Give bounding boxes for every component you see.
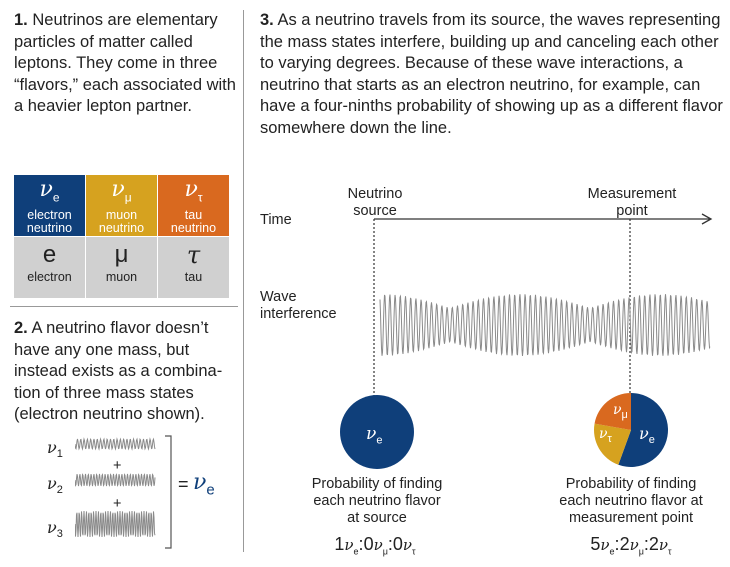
lepton-cell-electron [14,237,85,298]
flavor-name-line1: muon [105,208,138,223]
interference-wave [380,294,710,356]
flavor-name-line1: tau [184,208,203,223]
ratio-source: $1\nu_e:0\nu_\mu:0\nu_\tau$ [334,534,416,557]
mass-state-bracket [165,436,171,548]
lepton-cell-muon [86,237,157,298]
plus-sign-1: + [113,458,122,474]
flavor-cell-electron-neutrino [14,175,85,236]
panel2-body: A neutrino flavor doesn’t have any one mass, but instead exists as a combina-tion of three mass states (electron neutrino shown). [14,319,223,423]
caption-source: Probability of finding each neutrino flavor at source [311,476,443,526]
panel3-body: As a neutrino travels from its source, the waves representing the mass states interfere, building up and canceling each other to varying degrees. Because of these wave interactions, a neutrino that starts as an electron neutrino, for example, can have a four-ninths probability of showing up as a different flavor somewhere down the line. [260,11,723,137]
panel2-text [14,318,238,426]
mass-state-wave-3 [75,511,155,537]
flavor-name-line2: neutrino [26,221,73,236]
flavor-name-line2: neutrino [170,221,217,236]
panel3-number: 3. [260,11,274,29]
pie-measure-label-muon: $\nu_\mu$ [613,402,628,421]
caption-measure: Probability of finding each neutrino flavor at measurement point [559,476,703,526]
lepton-name: muon [105,270,138,284]
result-electron-neutrino-label: $\nu_e$ [193,470,215,499]
panel1-text [14,10,236,118]
flavor-cell-muon-neutrino [86,175,157,236]
flavor-symbol: $\nu_e$ [39,177,60,205]
ratio-measure: $5\nu_e:2\nu_\mu:2\nu_\tau$ [590,534,672,557]
equals-sign: = [178,474,189,494]
wave-interference-label: Wave interference [260,289,337,322]
panel1-number: 1. [14,11,28,29]
lepton-name: tau [184,270,203,284]
neutrino-source-label: Neutrino source [347,186,403,219]
panel-divider-horizontal [10,306,238,307]
time-diagram [360,200,730,410]
flavor-name-line2: neutrino [98,221,145,236]
plus-sign-2: + [113,496,122,512]
lepton-name: electron [27,270,72,284]
mass-state-wave-2 [75,474,155,486]
interference-wave-path [380,294,710,356]
flavor-cell-tau-neutrino [158,175,229,236]
flavor-symbol: $\nu_\tau$ [184,177,203,205]
measurement-point-label: Measurement point [587,186,677,219]
panel3-text [260,10,725,139]
pie-measure-label-tau: $\nu_\tau$ [599,426,612,445]
mass-state-label-2: $\nu_2$ [47,474,63,497]
lepton-symbol: μ [114,241,129,268]
lepton-cell-tau [158,237,229,298]
pie-measure-label-electron: $\nu_e$ [639,424,655,447]
lepton-symbol: e [42,241,57,268]
mass-state-waves [75,432,180,552]
panel2-number: 2. [14,319,28,337]
lepton-symbol: τ [186,241,201,269]
time-axis-label: Time [260,212,292,228]
panel-divider-vertical [243,10,244,552]
flavor-name-line1: electron [27,208,72,223]
mass-state-label-3: $\nu_3$ [47,518,63,541]
panel1-body: Neutrinos are elementary particles of matter called leptons. They come in three “flavors,” each associated with a heavier lepton partner. [14,11,236,115]
mass-state-label-1: $\nu_1$ [47,438,63,461]
mass-state-wave-1 [75,439,155,449]
pie-source-label: $\nu_e$ [366,424,383,447]
flavor-symbol: $\nu_\mu$ [111,177,132,205]
